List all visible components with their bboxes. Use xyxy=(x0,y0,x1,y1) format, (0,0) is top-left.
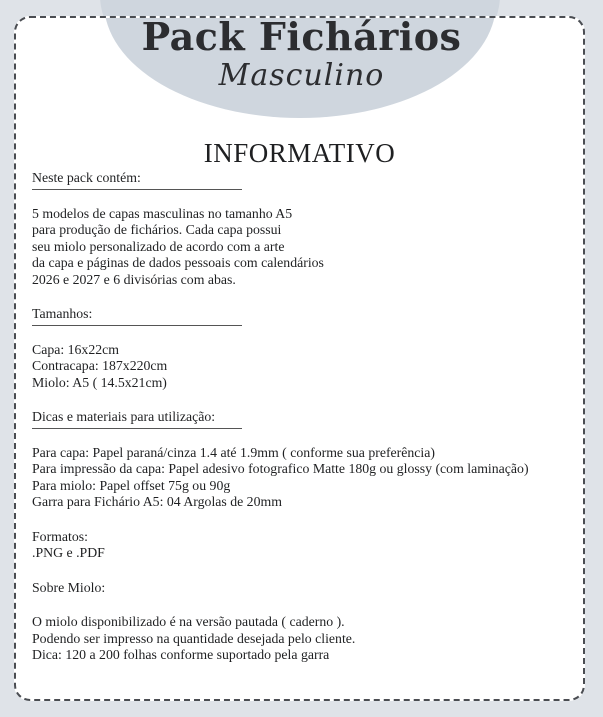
info-card xyxy=(14,16,585,701)
contents-line: 2026 e 2027 e 6 divisórias com abas. xyxy=(32,271,236,287)
tips-label: Dicas e materiais para utilização: xyxy=(32,409,216,424)
size-line: Contracapa: 187x220cm xyxy=(32,358,168,373)
tip-line: Para capa: Papel paraná/cinza 1.4 até 1.9mm ( conforme sua preferência) xyxy=(32,444,435,460)
contents-line: para produção de fichários. Cada capa possui xyxy=(32,222,282,237)
brand-title: Pack Fichários xyxy=(141,16,462,59)
about-line: Dica: 120 a 200 folhas conforme suportado pela garra xyxy=(32,647,330,662)
brand-subtitle: Masculino xyxy=(218,58,385,93)
formats-label: Formatos: xyxy=(32,528,88,544)
size-line: Capa: 16x22cm xyxy=(32,341,119,357)
sizes-label: Tamanhos: xyxy=(32,306,93,321)
contents-label: Neste pack contém: xyxy=(32,170,141,185)
info-content xyxy=(32,170,584,664)
size-line: Miolo: A5 ( 14.5x21cm) xyxy=(32,374,167,390)
contents-line: seu miolo personalizado de acordo com a arte xyxy=(32,238,285,254)
tip-line: Para impressão da capa: Papel adesivo fotografico Matte 180g ou glossy (com laminação) xyxy=(32,461,529,476)
about-line: Podendo ser impresso na quantidade desejada pelo cliente. xyxy=(32,630,356,646)
about-line: O miolo disponibilizado é na versão pautada ( caderno ). xyxy=(32,614,345,629)
contents-line: da capa e páginas de dados pessoais com calendários xyxy=(32,255,324,270)
about-label: Sobre Miolo: xyxy=(32,579,106,595)
formats-value: .PNG e .PDF xyxy=(32,545,105,560)
tip-line: Garra para Fichário A5: 04 Argolas de 20mm xyxy=(32,494,282,509)
page-heading: INFORMATIVO xyxy=(203,138,396,168)
contents-line: 5 modelos de capas masculinas no tamanho A5 xyxy=(32,205,293,221)
tip-line: Para miolo: Papel offset 75g ou 90g xyxy=(32,477,231,493)
brand-logo xyxy=(16,18,585,108)
